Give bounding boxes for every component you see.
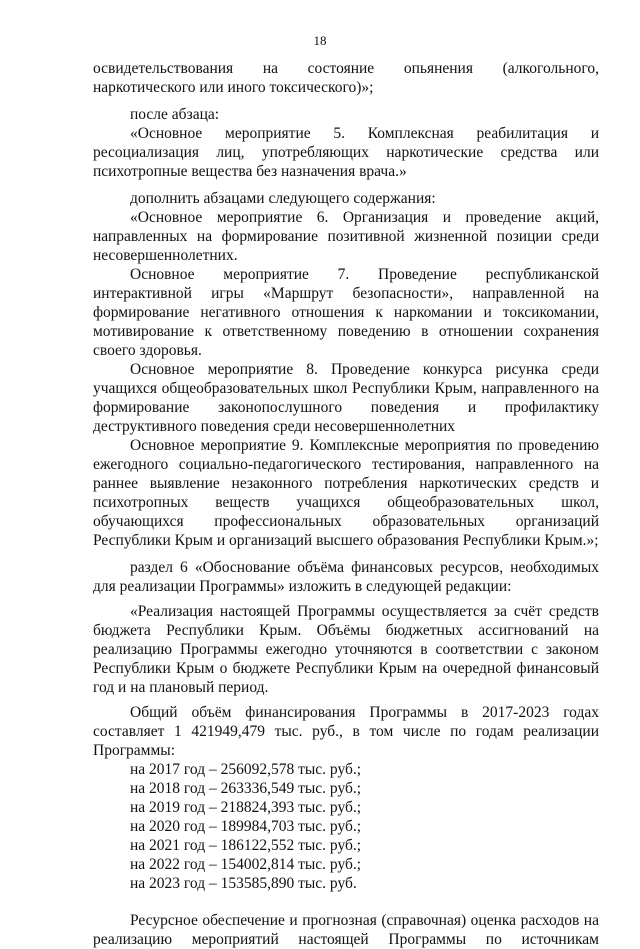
list-item: на 2019 год – 218824,393 тыс. руб.; xyxy=(130,799,362,816)
paragraph-after-clause: после абзаца: xyxy=(130,106,220,123)
funding-by-year-list xyxy=(93,760,599,893)
paragraph-resource-provision: Ресурсное обеспечение и прогнозная (справочная) оценка расходов на реализацию мероприятий настоящей Программы по источникам xyxy=(93,912,599,948)
page-number: 18 xyxy=(313,33,327,48)
paragraph-measure-6: «Основное мероприятие 6. Организация и проведение акций, направленных на формирование позитивной жизненной позиции среди несовершеннолетних. xyxy=(93,209,599,264)
list-item: на 2021 год – 186122,552 тыс. руб.; xyxy=(130,837,362,854)
list-item: на 2017 год – 256092,578 тыс. руб.; xyxy=(130,761,362,778)
paragraph-continuation: освидетельствования на состояние опьянения (алкогольного, наркотического или иного токсического)»; xyxy=(93,60,599,96)
paragraph-add-clauses: дополнить абзацами следующего содержания: xyxy=(130,190,436,207)
list-item: на 2022 год – 154002,814 тыс. руб.; xyxy=(130,856,362,873)
paragraph-total-funding: Общий объём финансирования Программы в 2017-2023 годах составляет 1 421949,479 тыс. руб., в том числе по годам реализации Программы: xyxy=(93,704,599,759)
paragraph-measure-5: «Основное мероприятие 5. Комплексная реабилитация и ресоциализация лиц, употребляющих наркотические средства или психотропные вещества без назначения врача.» xyxy=(93,125,599,180)
paragraph-measure-8: Основное мероприятие 8. Проведение конкурса рисунка среди учащихся общеобразовательных школ Республики Крым, направленного на формирование законопослушного поведения и профилактику деструктивного поведения среди несовершеннолетних xyxy=(93,361,599,435)
list-item: на 2023 год – 153585,890 тыс. руб. xyxy=(130,875,357,892)
paragraph-measure-7: Основное мероприятие 7. Проведение республиканской интерактивной игры «Маршрут безопасности», направленной на формирование негативного отношения к наркомании и токсикомании, мотивирование к ответственному поведению в отношении сохранения своего здоровья. xyxy=(93,266,599,359)
paragraph-measure-9: Основное мероприятие 9. Комплексные мероприятия по проведению ежегодного социально-педагогического тестирования, направленного на раннее выявление незаконного потребления наркотических средств и психотропных веществ учащихся общеобразовательных школ, обучающихся профессиональных образовательных организаций Республики Крым и организаций высшего образования Республики Крым.»; xyxy=(93,437,599,549)
list-item: на 2018 год – 263336,549 тыс. руб.; xyxy=(130,780,362,797)
paragraph-section-6: раздел 6 «Обоснование объёма финансовых ресурсов, необходимых для реализации Программы» изложить в следующей редакции: xyxy=(93,559,599,595)
document-body xyxy=(93,59,599,949)
paragraph-program-funding-source: «Реализация настоящей Программы осуществляется за счёт средств бюджета Республики Крым. Объёмы бюджетных ассигнований на реализацию Программы ежегодно уточняются в соответствии с законом Республики Крым о бюджете Республики Крым на очередной финансовый год и на плановый период. xyxy=(93,603,599,696)
list-item: на 2020 год – 189984,703 тыс. руб.; xyxy=(130,818,362,835)
